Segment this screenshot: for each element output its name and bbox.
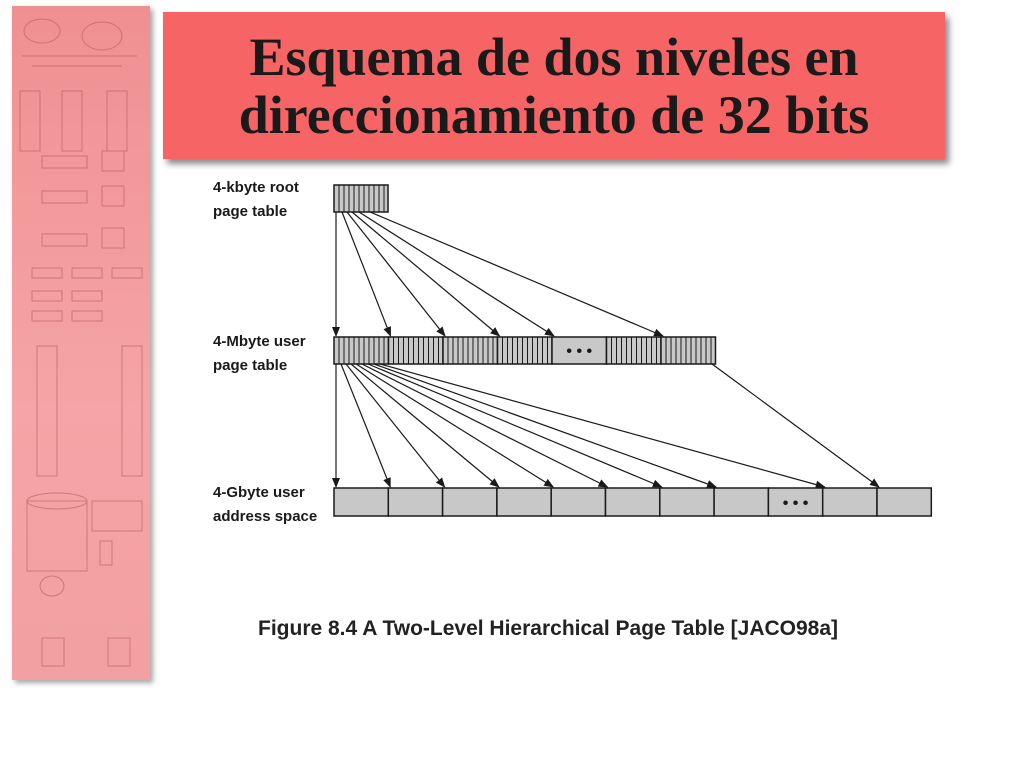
pointer-arrow bbox=[341, 364, 390, 487]
user-table-block bbox=[498, 337, 553, 364]
address-space-label-line: 4-Gbyte user bbox=[213, 484, 305, 501]
user-table-block bbox=[661, 337, 716, 364]
pointer-arrow bbox=[380, 364, 825, 487]
address-space-block bbox=[443, 488, 497, 516]
user-page-table-label bbox=[213, 333, 310, 374]
user-table-to-address-space-arrows bbox=[336, 364, 879, 487]
address-space-block bbox=[714, 488, 768, 516]
root-to-user-table-arrows bbox=[336, 212, 663, 336]
pointer-arrow bbox=[356, 364, 553, 487]
pointer-arrow bbox=[347, 212, 445, 336]
address-space-block bbox=[823, 488, 877, 516]
address-space-label bbox=[213, 484, 317, 525]
user-table-block bbox=[443, 337, 498, 364]
user-table-block bbox=[334, 337, 389, 364]
user-table-block bbox=[389, 337, 444, 364]
address-space-block bbox=[334, 488, 388, 516]
root-page-table bbox=[334, 185, 388, 212]
address-space-label-line: address space bbox=[213, 508, 318, 525]
user-table-label-line: 4-Mbyte user bbox=[213, 333, 306, 350]
pointer-arrow bbox=[346, 364, 445, 487]
user-table-block bbox=[552, 337, 607, 364]
pointer-arrow bbox=[359, 212, 554, 336]
user-table-label-line: page table bbox=[213, 357, 288, 374]
slide-title: Esquema de dos niveles en direccionamiento de 32 bits bbox=[238, 26, 870, 145]
pointer-arrow bbox=[362, 364, 608, 487]
pointer-arrow bbox=[370, 212, 663, 336]
address-space-block bbox=[551, 488, 605, 516]
root-table-label bbox=[213, 179, 303, 220]
address-space-block bbox=[877, 488, 931, 516]
address-space-block bbox=[768, 488, 822, 516]
user-page-table bbox=[334, 337, 716, 364]
user-table-block bbox=[607, 337, 662, 364]
address-space-block bbox=[606, 488, 660, 516]
ellipsis-text: • • • bbox=[782, 495, 809, 512]
pointer-arrow bbox=[342, 212, 391, 336]
address-space-block bbox=[660, 488, 714, 516]
pointer-arrow bbox=[352, 212, 500, 336]
figure-caption: Figure 8.4 A Two-Level Hierarchical Page Table [JACO98a] bbox=[258, 617, 839, 640]
pointer-arrow bbox=[712, 364, 879, 487]
address-space-block bbox=[497, 488, 551, 516]
user-address-space bbox=[334, 488, 931, 516]
root-label-line: 4-kbyte root bbox=[213, 179, 299, 196]
pointer-arrow bbox=[368, 364, 662, 487]
root-label-line: page table bbox=[213, 203, 288, 220]
ellipsis-text: • • • bbox=[566, 343, 593, 360]
address-space-block bbox=[388, 488, 442, 516]
